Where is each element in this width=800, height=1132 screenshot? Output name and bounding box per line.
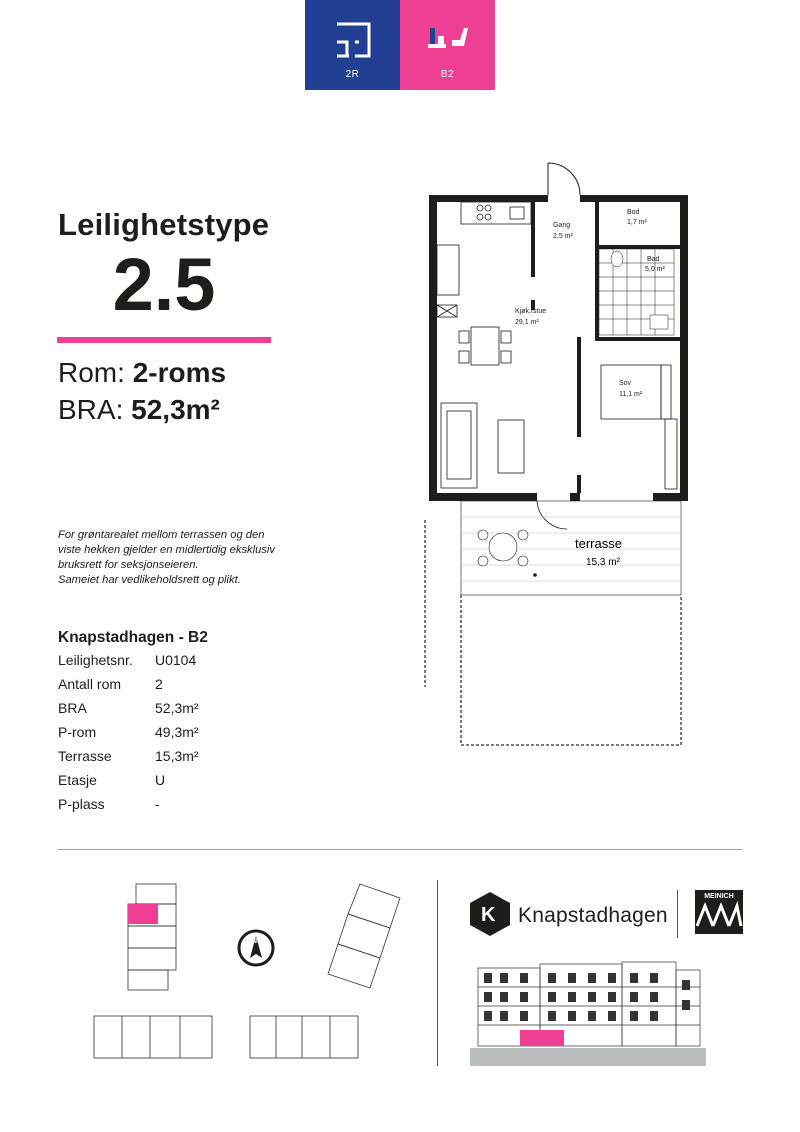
fact-key: Leilighetsnr. — [58, 652, 133, 668]
apartment-type-label: Leilighetstype — [58, 207, 270, 242]
building-icon — [424, 18, 472, 58]
elevation-section-right — [250, 1016, 358, 1058]
room-label-bad: Bad — [647, 256, 660, 263]
fact-key: P-plass — [58, 796, 105, 812]
accent-rule — [57, 337, 271, 343]
entrance-door — [548, 163, 580, 195]
compass-icon — [239, 931, 273, 965]
footer-vertical-divider — [437, 880, 438, 1066]
highlighted-apartment — [520, 1030, 564, 1046]
room-area-kitchen: 29,1 m² — [515, 319, 539, 326]
fact-value: 49,3m² — [155, 724, 199, 740]
building-facade — [470, 960, 706, 1066]
fact-row — [58, 676, 199, 700]
room-label-gang: Gang — [553, 222, 571, 229]
bra-summary — [58, 394, 220, 426]
hedge-outline — [425, 520, 681, 745]
room-area-gang: 2,5 m² — [553, 233, 573, 240]
fact-row — [58, 772, 199, 796]
building-key-plan-left — [128, 884, 176, 990]
elevation-section-left — [94, 1016, 212, 1058]
dining-table — [459, 327, 511, 365]
logo-letter: K — [481, 904, 496, 926]
project-title: Knapstadhagen - B2 — [58, 629, 208, 646]
room-area-bod: 1,7 m² — [627, 219, 647, 226]
building-badge-label: B2 — [440, 69, 455, 80]
knapstadhagen-logo-icon — [468, 890, 512, 938]
note-line: bruksrett for seksjonseieren. — [58, 559, 199, 571]
fact-key: Terrasse — [58, 748, 112, 764]
bra-value: 52,3m² — [131, 394, 220, 425]
floor-plan — [405, 155, 705, 755]
room-label-kitchen: Kjøk./stue — [515, 308, 547, 315]
fact-value: - — [155, 796, 160, 812]
fact-value: 15,3m² — [155, 748, 199, 764]
apartment-type-number: 2.5 — [112, 243, 216, 326]
fact-row — [58, 796, 199, 820]
rooms-value: 2-roms — [132, 357, 227, 388]
fact-key: P-rom — [58, 724, 97, 740]
site-plan — [90, 878, 430, 1068]
rooms-badge — [305, 0, 400, 90]
room-label-sov: Sov — [619, 380, 632, 387]
floorplan-icon — [331, 18, 375, 62]
rooms-key: Rom: — [58, 357, 125, 388]
kitchen-counter — [437, 202, 531, 317]
outer-walls — [429, 195, 688, 501]
note-line: viste hekken gjelder en midlertidig eksklusiv — [58, 544, 276, 556]
fact-value: 2 — [155, 676, 163, 692]
fact-key: BRA — [58, 700, 87, 716]
sofa — [441, 403, 477, 488]
room-label-bod: Bod — [627, 209, 640, 216]
fact-row — [58, 724, 199, 748]
room-area-terrasse: 15,3 m² — [586, 557, 620, 568]
brand-name: Knapstadhagen — [518, 904, 668, 927]
fact-value: U — [155, 772, 166, 788]
bathroom — [599, 249, 674, 335]
facts-table — [58, 652, 199, 820]
architect-logo — [695, 890, 743, 934]
rooms-summary — [58, 357, 226, 389]
fact-key: Antall rom — [58, 676, 122, 692]
logo-divider — [677, 890, 678, 938]
terrace — [461, 501, 681, 595]
fact-key: Etasje — [58, 772, 97, 788]
rooms-badge-label: 2R — [345, 69, 360, 80]
building-key-plan-right — [328, 884, 400, 988]
room-label-terrasse: terrasse — [575, 536, 622, 551]
highlighted-unit — [128, 904, 158, 924]
fact-value: 52,3m² — [155, 700, 199, 716]
architect-logo-mark — [695, 900, 743, 928]
terrace-door — [537, 501, 567, 529]
fact-row — [58, 652, 199, 676]
green-area-note — [58, 528, 358, 588]
compass-letter: N — [252, 938, 258, 945]
note-line: For grøntarealet mellom terrassen og den — [58, 529, 265, 541]
facade-windows — [484, 973, 690, 1021]
ground-strip — [470, 1048, 706, 1066]
room-area-bad: 5,0 m² — [645, 266, 665, 273]
note-line: Sameiet har vedlikeholdsrett og plikt. — [58, 574, 241, 586]
interior-walls — [531, 202, 680, 493]
fact-row — [58, 748, 199, 772]
footer-divider — [58, 849, 742, 850]
bra-key: BRA: — [58, 394, 124, 425]
fact-value: U0104 — [155, 652, 197, 668]
building-badge — [400, 0, 495, 90]
fact-row — [58, 700, 199, 724]
architect-logo-text: MEINICH — [704, 893, 734, 900]
room-area-sov: 11,1 m² — [619, 391, 643, 398]
coffee-table — [498, 420, 524, 473]
bed — [601, 365, 677, 489]
